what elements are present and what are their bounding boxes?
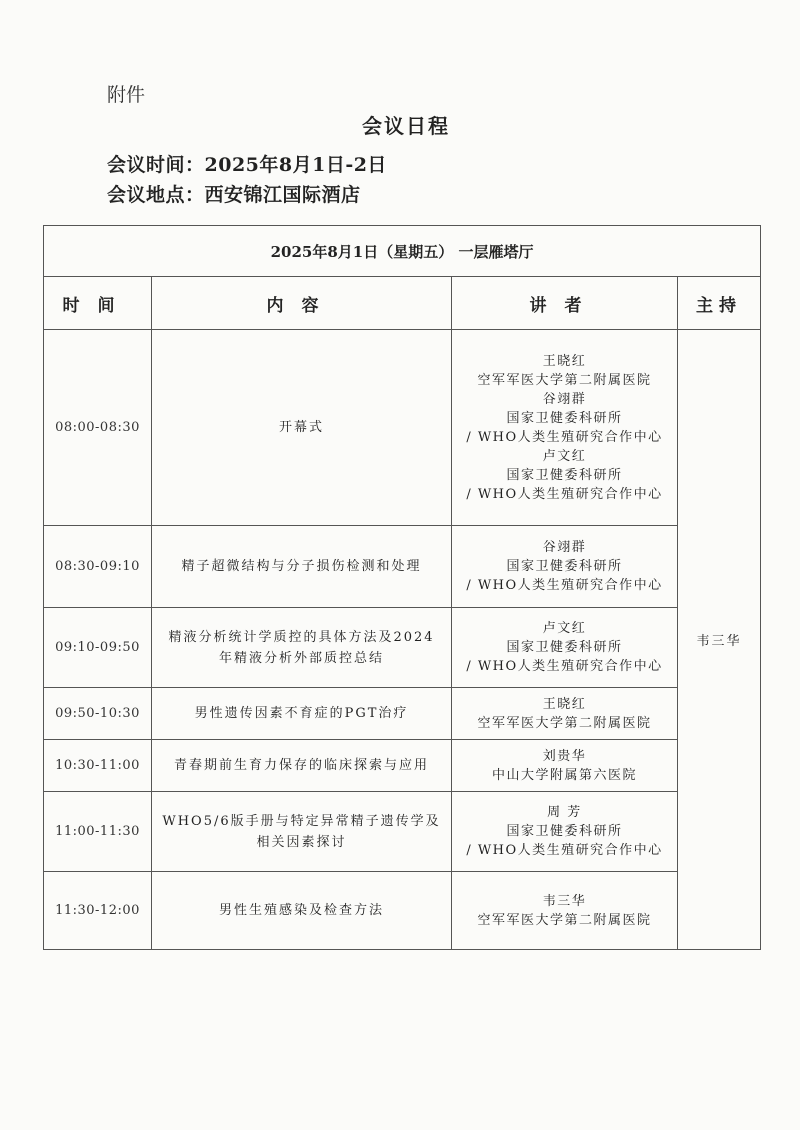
session-content bbox=[152, 740, 452, 792]
speaker-line: 卢文红 bbox=[542, 621, 587, 636]
speaker-line: 中山大学附属第六医院 bbox=[491, 767, 637, 783]
table-row bbox=[44, 330, 761, 526]
session-content bbox=[152, 608, 452, 688]
content-line: 男性遗传因素不育症的PGT治疗 bbox=[194, 706, 409, 721]
content-line: 开幕式 bbox=[278, 420, 324, 435]
speaker-line: / WHO人类生殖研究合作中心 bbox=[466, 843, 663, 858]
speaker-line: 谷翊群 bbox=[542, 391, 587, 407]
day-header-row bbox=[44, 226, 761, 277]
session-content bbox=[152, 330, 452, 526]
content-line: 青春期前生育力保存的临床探索与应用 bbox=[173, 758, 429, 773]
meeting-time: 会议时间：2025年8月1日-2日 bbox=[107, 154, 387, 176]
column-header-content: 内容 bbox=[152, 277, 452, 330]
day-header: 2025年8月1日（星期五） 一层雁塔厅 bbox=[44, 226, 761, 277]
column-header-speaker: 讲者 bbox=[452, 277, 678, 330]
session-host: 韦三华 bbox=[678, 330, 761, 950]
column-header-row bbox=[44, 277, 761, 330]
speaker-line: 空军军医大学第二附属医院 bbox=[477, 372, 652, 388]
speaker-line: 韦三华 bbox=[542, 893, 587, 909]
session-time: 10:30-11:00 bbox=[44, 740, 152, 792]
session-time: 11:00-11:30 bbox=[44, 792, 152, 872]
speaker-line: 空军军医大学第二附属医院 bbox=[477, 912, 652, 928]
page-title: 会议日程 bbox=[362, 114, 450, 138]
content-line: 精液分析统计学质控的具体方法及2024 bbox=[168, 629, 435, 645]
session-speaker bbox=[452, 740, 678, 792]
meeting-location: 会议地点：西安锦江国际酒店 bbox=[107, 184, 361, 206]
speaker-line: / WHO人类生殖研究合作中心 bbox=[466, 429, 663, 445]
session-content bbox=[152, 792, 452, 872]
session-time: 08:30-09:10 bbox=[44, 526, 152, 608]
table-row bbox=[44, 526, 761, 608]
content-line: 男性生殖感染及检查方法 bbox=[218, 903, 384, 918]
column-header-host: 主持 bbox=[678, 277, 761, 330]
session-time: 11:30-12:00 bbox=[44, 872, 152, 950]
content-line: 精子超微结构与分子损伤检测和处理 bbox=[181, 559, 422, 574]
content-line: 相关因素探讨 bbox=[256, 834, 347, 850]
speaker-line: 国家卫健委科研所 bbox=[506, 824, 623, 839]
session-time: 08:00-08:30 bbox=[44, 330, 152, 526]
speaker-line: 空军军医大学第二附属医院 bbox=[477, 715, 652, 731]
speaker-line: 国家卫健委科研所 bbox=[506, 640, 623, 655]
content-line: 年精液分析外部质控总结 bbox=[218, 650, 384, 666]
speaker-line: 周 芳 bbox=[547, 805, 582, 820]
table-row bbox=[44, 608, 761, 688]
speaker-line: / WHO人类生殖研究合作中心 bbox=[466, 578, 663, 593]
session-content bbox=[152, 526, 452, 608]
speaker-line: 王晓红 bbox=[542, 353, 587, 369]
schedule-table bbox=[43, 225, 761, 950]
session-time: 09:10-09:50 bbox=[44, 608, 152, 688]
table-row bbox=[44, 688, 761, 740]
table-row bbox=[44, 792, 761, 872]
session-speaker bbox=[452, 330, 678, 526]
speaker-line: 卢文红 bbox=[542, 448, 587, 464]
speaker-line: / WHO人类生殖研究合作中心 bbox=[466, 486, 663, 502]
content-line: WHO5/6版手册与特定异常精子遗传学及 bbox=[162, 813, 441, 829]
speaker-line: 国家卫健委科研所 bbox=[506, 559, 623, 574]
speaker-line: / WHO人类生殖研究合作中心 bbox=[466, 659, 663, 674]
speaker-line: 谷翊群 bbox=[542, 540, 587, 555]
table-row bbox=[44, 872, 761, 950]
column-header-time: 时间 bbox=[44, 277, 152, 330]
session-time: 09:50-10:30 bbox=[44, 688, 152, 740]
table-row bbox=[44, 740, 761, 792]
session-content bbox=[152, 688, 452, 740]
session-speaker bbox=[452, 688, 678, 740]
session-speaker bbox=[452, 526, 678, 608]
speaker-line: 王晓红 bbox=[542, 696, 587, 712]
session-content bbox=[152, 872, 452, 950]
session-speaker bbox=[452, 872, 678, 950]
session-speaker bbox=[452, 608, 678, 688]
speaker-line: 刘贵华 bbox=[542, 748, 587, 764]
session-speaker bbox=[452, 792, 678, 872]
speaker-line: 国家卫健委科研所 bbox=[506, 467, 623, 483]
attachment-label: 附件 bbox=[107, 84, 146, 106]
speaker-line: 国家卫健委科研所 bbox=[506, 410, 623, 426]
